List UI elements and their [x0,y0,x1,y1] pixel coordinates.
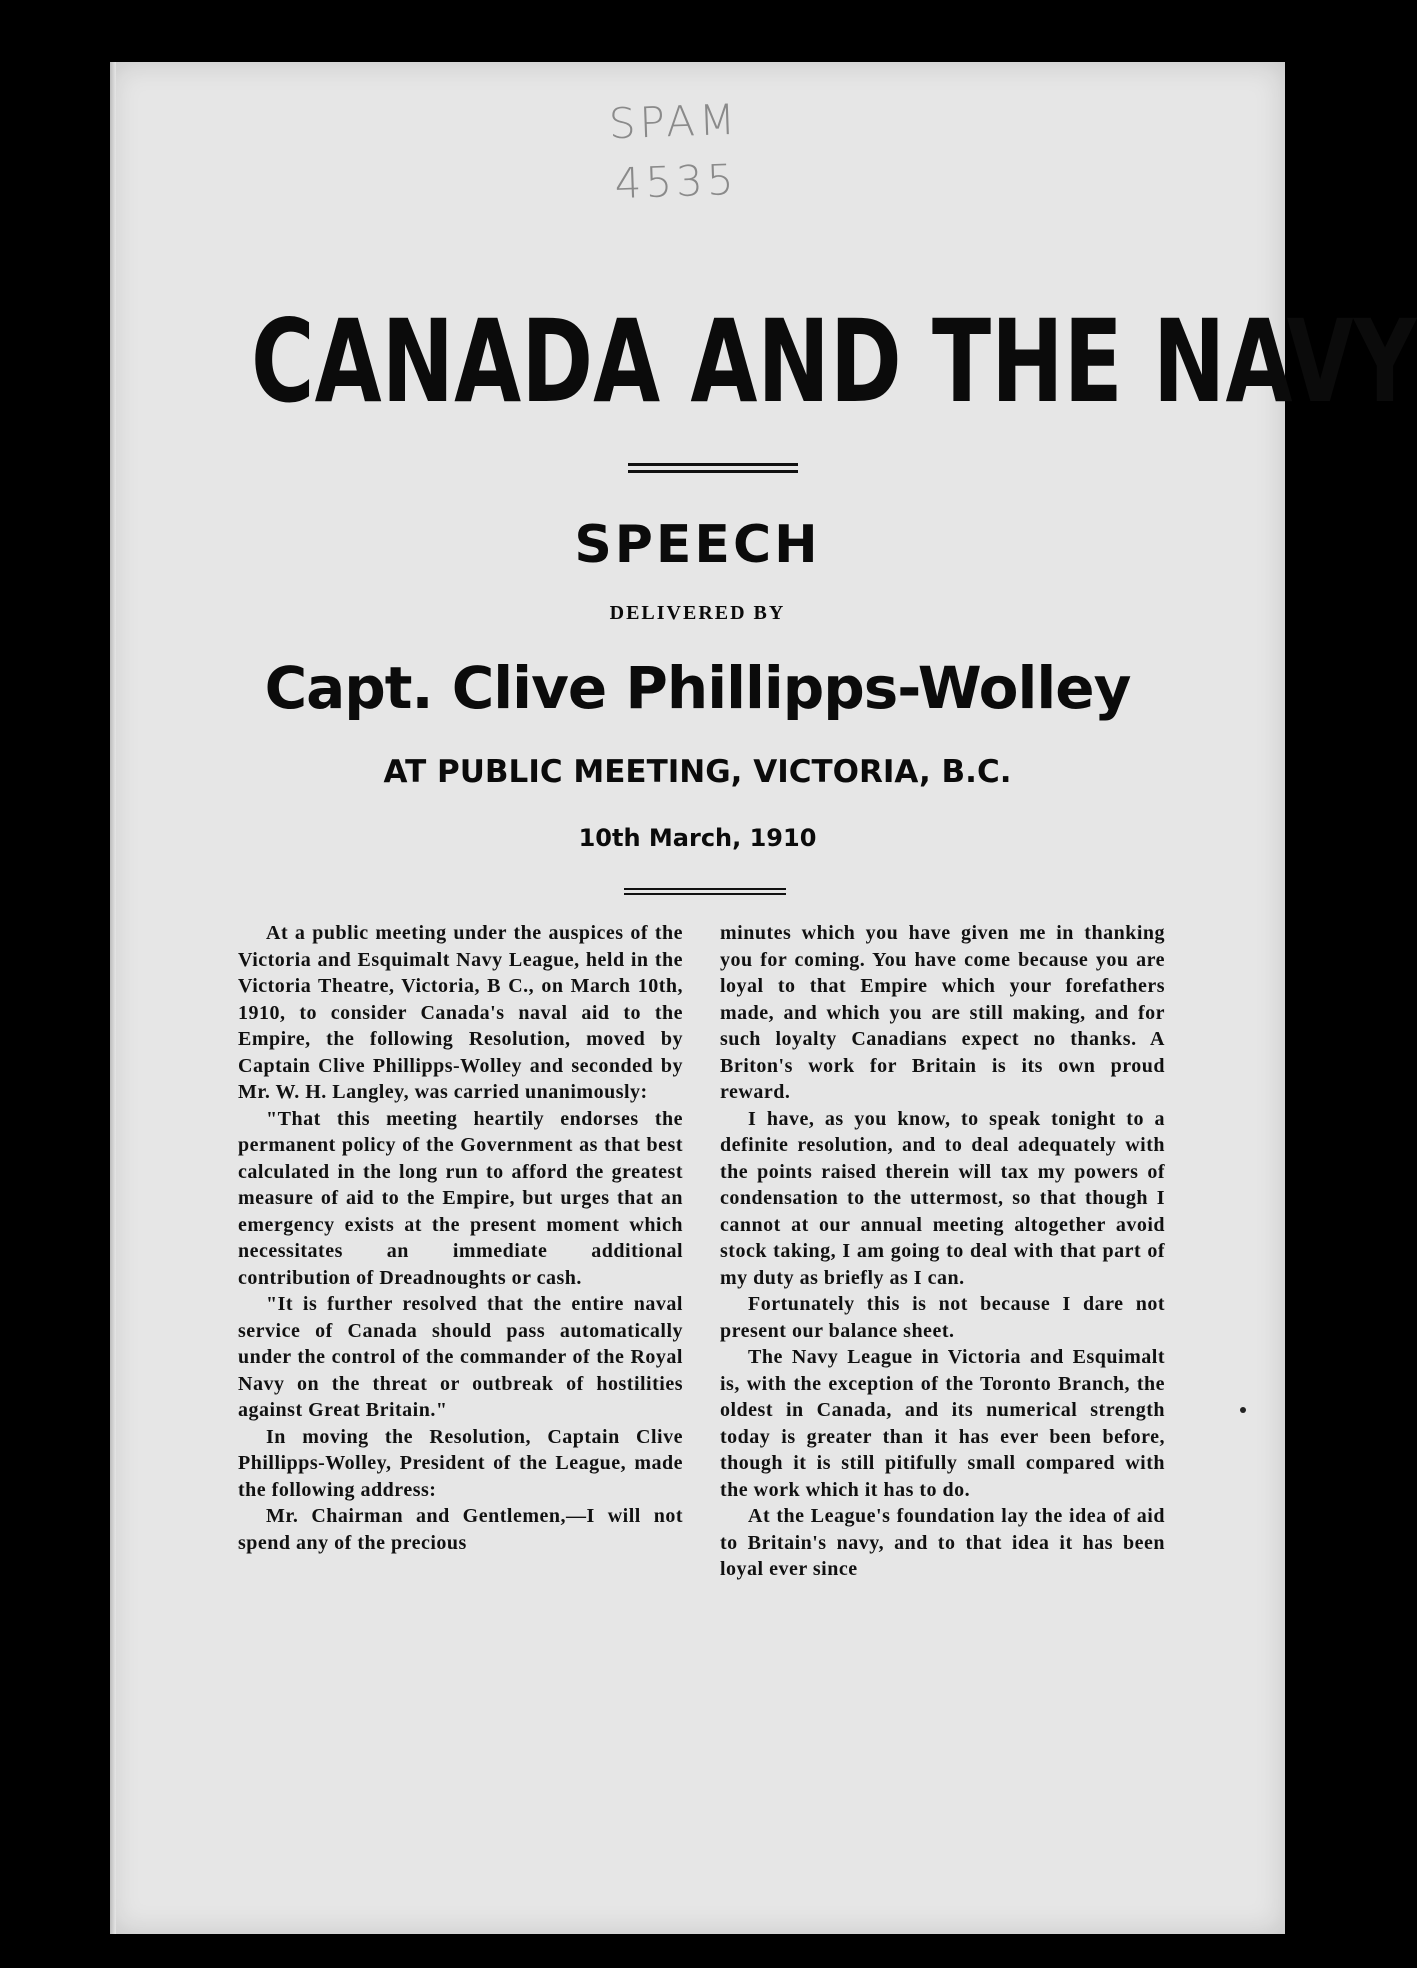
paragraph: Fortunately this is not because I dare not present our balance sheet. [720,1293,1165,1342]
handwritten-line-1: SPAM [607,94,740,149]
paragraph: The Navy League in Victoria and Esquimalt is, with the exception of the Toronto Branch, the oldest in Canada, and its numerical strength today is greater than it has ever been before, though it is still pitifully small compared with the work which it has to do. [720,1346,1165,1501]
text-column-right [720,920,1165,1583]
paragraph: minutes which you have given me in thanking you for coming. You have come because you are loyal to that Empire which your forefathers made, and which you are still making, and for such loyalty Canadians expect no thanks. A Briton's work for Britain is its own proud reward. [720,922,1165,1103]
handwritten-catalog-note [588,89,762,215]
paragraph: At the League's foundation lay the idea of aid to Britain's navy, and to that idea it has been loyal ever since [720,1505,1165,1580]
title-divider [628,463,798,473]
speech-heading: SPEECH [574,515,821,575]
delivered-by-line: DELIVERED BY [609,602,786,624]
document-title: CANADA AND THE NAVY [251,295,1417,428]
text-column-left [238,920,683,1556]
paragraph: I have, as you know, to speak tonight to a definite resolution, and to deal adequately with the points raised therein will tax my powers of condensation to the uttermost, so that though I cannot at our annual meeting altogether avoid stock taking, I am going to deal with that part of my duty as briefly as I can. [720,1107,1165,1289]
page-edge-shadow [110,62,116,1934]
document-page [110,62,1417,1934]
occasion-line: AT PUBLIC MEETING, VICTORIA, B.C. [383,754,1012,790]
handwritten-line-2: 4535 [613,154,739,209]
ink-speck [1240,1407,1246,1413]
paragraph: "That this meeting heartily endorses the permanent policy of the Government as that best calculated in the long run to afford the greatest measure of aid to the Empire, but urges that an emergency exists at the present moment which necessitates an immediate additional contribution of Dreadnoughts or cash. [238,1107,683,1289]
paragraph: "It is further resolved that the entire naval service of Canada should pass automatically under the control of the commander of the Royal Navy on the threat or outbreak of hostilities against Great Britain." [238,1293,683,1421]
date-line: 10th March, 1910 [578,824,817,852]
date-divider [624,888,786,895]
paragraph: Mr. Chairman and Gentlemen,—I will not spend any of the precious [238,1505,683,1554]
paragraph: At a public meeting under the auspices of the Victoria and Esquimalt Navy League, held in the Victoria Theatre, Victoria, B C., on March 10th, 1910, to consider Canada's naval aid to the Empire, the following Resolution, moved by Captain Clive Phillipps-Wolley and seconded by Mr. W. H. Langley, was carried unanimously: [238,922,683,1103]
speaker-name: Capt. Clive Phillipps-Wolley [264,654,1131,722]
paragraph: In moving the Resolution, Captain Clive Phillipps-Wolley, President of the League, made the following address: [238,1425,683,1501]
